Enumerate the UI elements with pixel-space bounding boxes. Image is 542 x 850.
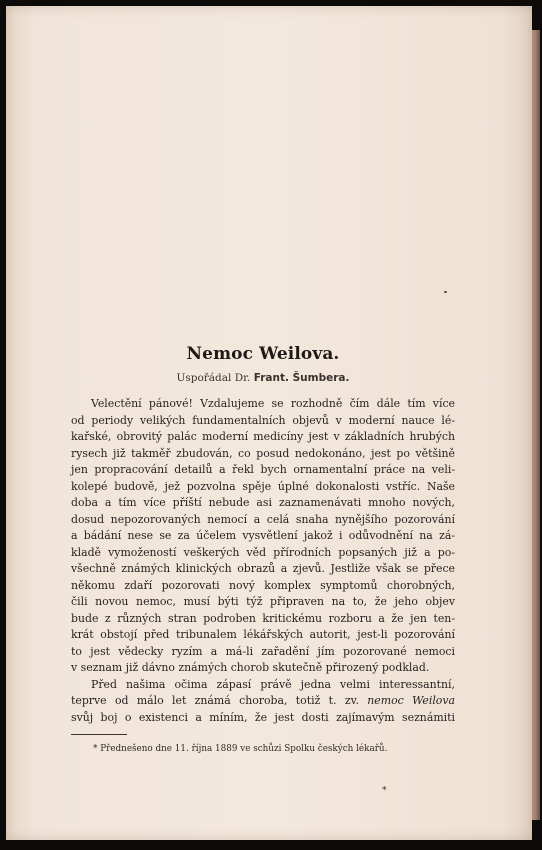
text-line: Před našima očima zápasí právě jedna velmi interessantní,: [91, 677, 455, 691]
footnote-divider: [71, 734, 127, 735]
text-line-with-emphasis: [71, 693, 455, 710]
book-page: [6, 6, 532, 840]
text-line: někomu zdaří pozorovati nový komplex symptomů chorobných,: [71, 578, 455, 592]
text-line: rysech již takměř zbudován, co posud nedokonáno, jest po většině: [71, 446, 455, 460]
paragraph-1: [71, 396, 455, 677]
text-line: krát obstojí před tribunalem lékářských autorit, jest-li pozorování: [71, 628, 455, 641]
text-line: a bádání nese se za účelem vysvětlení jakož i odůvodnění na zá-: [71, 529, 455, 542]
text-line: kladě vymožeností veškerých věd přírodních popsaných již a po-: [71, 545, 455, 559]
text-line: všechně známých klinických obrazů a zjevů. Jestliže však se přece: [71, 562, 455, 575]
text-line: bude z různých stran podroben kritickému rozboru a že jen ten-: [71, 611, 455, 625]
text-segment: teprve od málo let známá choroba, totiž t. zv.: [71, 694, 359, 707]
article-byline: [71, 372, 455, 384]
text-line: jen propracování detailů a řekl bych ornamentalní práce na veli-: [71, 463, 455, 476]
signature-mark: *: [382, 786, 387, 796]
text-line: to jest vědecky ryzím a má-li zařadění jím pozorované nemoci: [71, 644, 455, 658]
text-line: v seznam již dávno známých chorob skutečně přirozený podklad.: [71, 661, 430, 674]
emphasized-term: nemoc Weilova: [367, 694, 456, 707]
text-line: od periody velikých fundamentalních objevů v moderní nauce lé-: [71, 413, 455, 427]
text-line: kařské, obrovitý palác moderní medicíny jest v základních hrubých: [71, 430, 455, 443]
text-line: Velectění pánové! Vzdalujeme se rozhodně čím dále tím více: [91, 397, 455, 410]
byline-author: Frant. Šumbera.: [253, 372, 350, 384]
text-line: čili novou nemoc, musí býti týž připraven na to, že jeho objev: [71, 595, 455, 608]
text-line: kolepé budově, jež pozvolna spěje úplné dokonalosti vstříc. Naše: [71, 479, 455, 493]
text-line: doba a tím více příští nebude asi zaznamenávati mnoho nových,: [71, 496, 455, 509]
text-line: dosud nepozorovaných nemocí a celá snaha nynějšího pozorování: [71, 512, 455, 526]
footnote: * Přednešeno dne 11. října 1889 ve schůzi Spolku českých lékařů.: [93, 744, 388, 754]
paper-speck: [444, 291, 447, 293]
paragraph-2: [71, 677, 455, 727]
article: [71, 344, 455, 755]
byline-prefix: Uspořádal Dr.: [176, 372, 251, 384]
article-title: Nemoc Weilova.: [186, 344, 340, 364]
text-line: svůj boj o existenci a míním, že jest dosti zajímavým seznámiti: [71, 710, 455, 724]
